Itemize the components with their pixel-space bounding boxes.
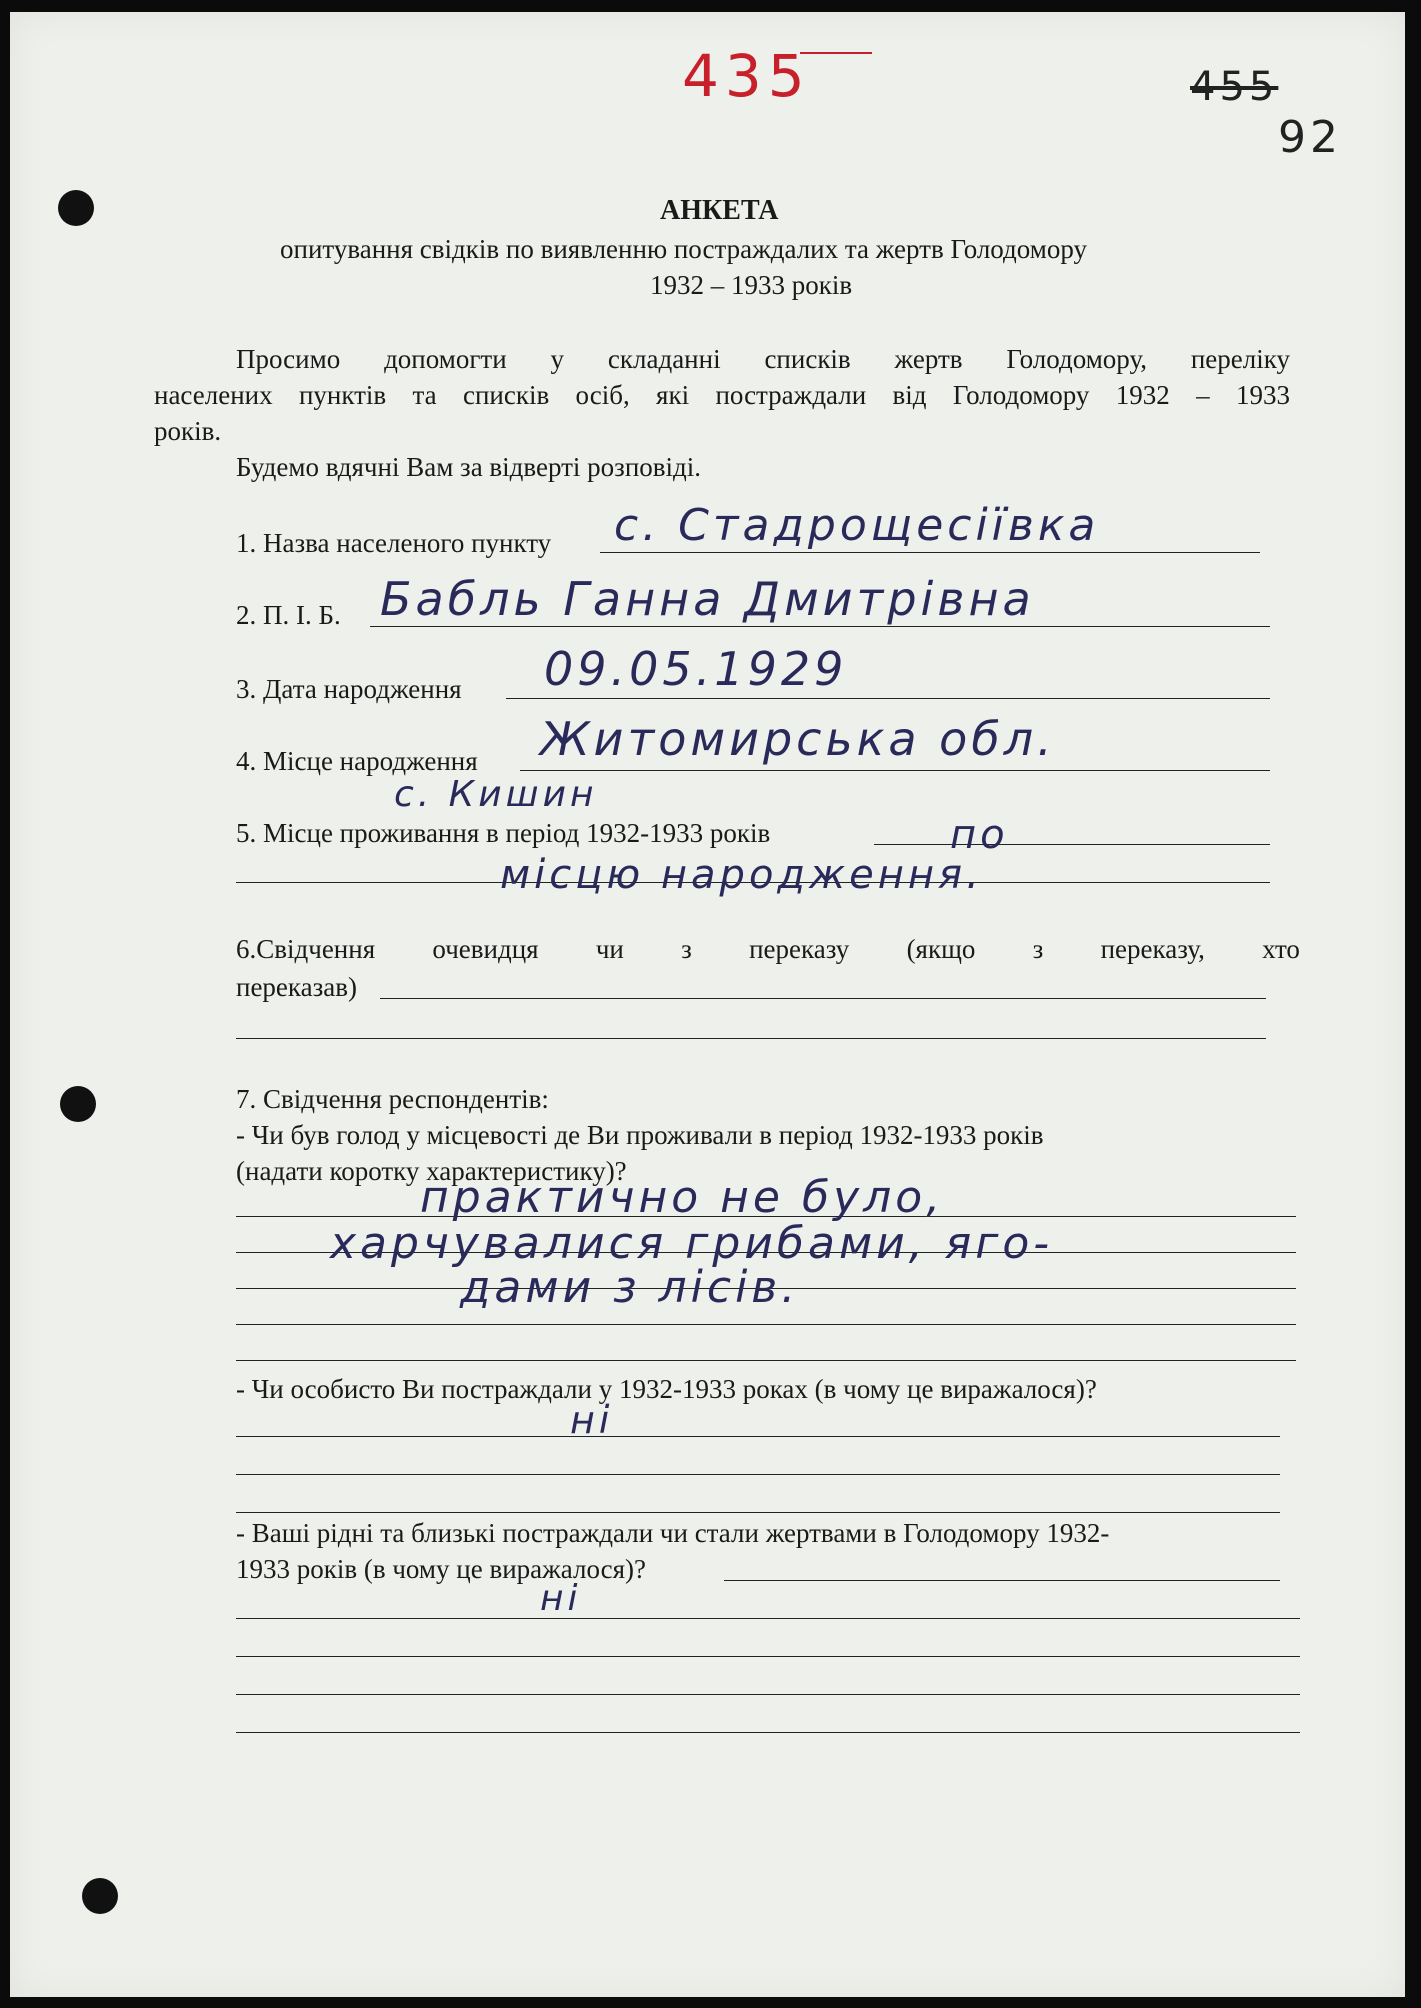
field-birthdate-label: 3. Дата народження bbox=[236, 674, 462, 704]
questionnaire-page bbox=[10, 12, 1405, 1997]
field-birthplace-answer-line2: с. Кишин bbox=[394, 774, 598, 815]
field-eyewitness-line1 bbox=[236, 930, 1300, 968]
form-subtitle-line1: опитування свідків по виявленню постраждалих та жертв Голодомору bbox=[280, 234, 1087, 264]
sheet-number-red: 435 bbox=[682, 42, 811, 110]
punch-hole-bottom bbox=[82, 1878, 118, 1914]
old-number-crossed: 455 bbox=[1190, 64, 1279, 110]
q7c-answer-line0 bbox=[724, 1580, 1280, 1581]
eyewitness-word: 6.Свідчення bbox=[236, 934, 376, 964]
testimony-q7b: - Чи особисто Ви постраждали у 1932-1933 роках (в чому це виражалося)? bbox=[236, 1374, 1097, 1404]
field-name-label: 2. П. І. Б. bbox=[236, 600, 341, 630]
field-birthplace-label: 4. Місце народження bbox=[236, 746, 478, 776]
q7b-answer-text: ні bbox=[570, 1398, 614, 1442]
intro-line4: Будемо вдячні Вам за відверті розповіді. bbox=[236, 452, 702, 482]
eyewitness-word: хто bbox=[1262, 934, 1300, 964]
q7b-answer-line2 bbox=[236, 1474, 1280, 1475]
eyewitness-word: (якщо bbox=[906, 934, 976, 964]
eyewitness-word: переказу, bbox=[1100, 934, 1205, 964]
punch-hole-middle bbox=[60, 1086, 96, 1122]
field-eyewitness-answer-line2 bbox=[236, 1038, 1266, 1039]
eyewitness-word: чи bbox=[595, 934, 624, 964]
eyewitness-word: очевидця bbox=[432, 934, 539, 964]
q7c-answer-line1 bbox=[236, 1618, 1300, 1619]
field-birthdate-line bbox=[506, 698, 1270, 699]
field-residence-answer-line1: по bbox=[950, 812, 1009, 858]
q7a-answer-line4 bbox=[236, 1324, 1296, 1325]
field-birthdate-answer: 09.05.1929 bbox=[544, 642, 848, 696]
eyewitness-word: з bbox=[1032, 934, 1044, 964]
testimony-q7a-line1: - Чи був голод у місцевості де Ви проживали в період 1932-1933 років bbox=[236, 1120, 1044, 1150]
punch-hole-top bbox=[58, 190, 94, 226]
q7a-answer-line5 bbox=[236, 1360, 1296, 1361]
q7c-answer-line4 bbox=[236, 1732, 1300, 1733]
q7b-answer-line1 bbox=[236, 1436, 1280, 1437]
testimony-heading: 7. Свідчення респондентів: bbox=[236, 1084, 549, 1114]
field-residence-line1 bbox=[874, 844, 1270, 845]
field-name-line bbox=[370, 626, 1270, 627]
q7c-answer-line2 bbox=[236, 1656, 1300, 1657]
field-residence-answer-line2: місцю народження. bbox=[500, 852, 983, 898]
field-eyewitness-answer-line1 bbox=[380, 998, 1266, 999]
q7a-answer-text2: харчувалися грибами, яго- bbox=[330, 1218, 1054, 1269]
testimony-q7c-line2: 1933 років (в чому це виражалося)? bbox=[236, 1554, 647, 1584]
field-eyewitness-line2: переказав) bbox=[236, 972, 357, 1002]
q7c-answer-line3 bbox=[236, 1694, 1300, 1695]
field-settlement-answer: с. Стадрощесіївка bbox=[614, 500, 1100, 551]
q7b-answer-line3 bbox=[236, 1512, 1280, 1513]
testimony-q7a-line2: (надати коротку характеристику)? bbox=[236, 1156, 627, 1186]
field-settlement-line bbox=[600, 552, 1260, 553]
form-title: АНКЕТА bbox=[660, 195, 779, 226]
form-subtitle-line2: 1932 – 1933 років bbox=[650, 270, 853, 300]
field-birthplace-answer-line1: Житомирська обл. bbox=[540, 712, 1056, 766]
intro-line1: Просимо допомогти у складанні списків жертв Голодомору, переліку bbox=[236, 344, 1290, 374]
field-birthplace-line bbox=[520, 770, 1270, 771]
eyewitness-word: переказу bbox=[749, 934, 850, 964]
intro-line3: років. bbox=[154, 416, 222, 446]
page-number: 92 bbox=[1278, 112, 1342, 163]
q7a-answer-text1: практично не було, bbox=[420, 1172, 945, 1223]
testimony-q7c-line1: - Ваші рідні та близькі постраждали чи стали жертвами в Голодомору 1932- bbox=[236, 1518, 1110, 1548]
field-residence-label: 5. Місце проживання в період 1932-1933 років bbox=[236, 818, 771, 848]
q7c-answer-text: ні bbox=[540, 1578, 582, 1619]
eyewitness-word: з bbox=[681, 934, 692, 964]
field-settlement-label: 1. Назва населеного пункту bbox=[236, 528, 552, 558]
intro-line2: населених пунктів та списків осіб, які постраждали від Голодомору 1932 – 1933 bbox=[154, 380, 1290, 410]
q7a-answer-text3: дами з лісів. bbox=[460, 1262, 800, 1313]
sheet-number-underline bbox=[800, 52, 872, 54]
field-name-answer: Бабль Ганна Дмитрівна bbox=[380, 572, 1035, 626]
